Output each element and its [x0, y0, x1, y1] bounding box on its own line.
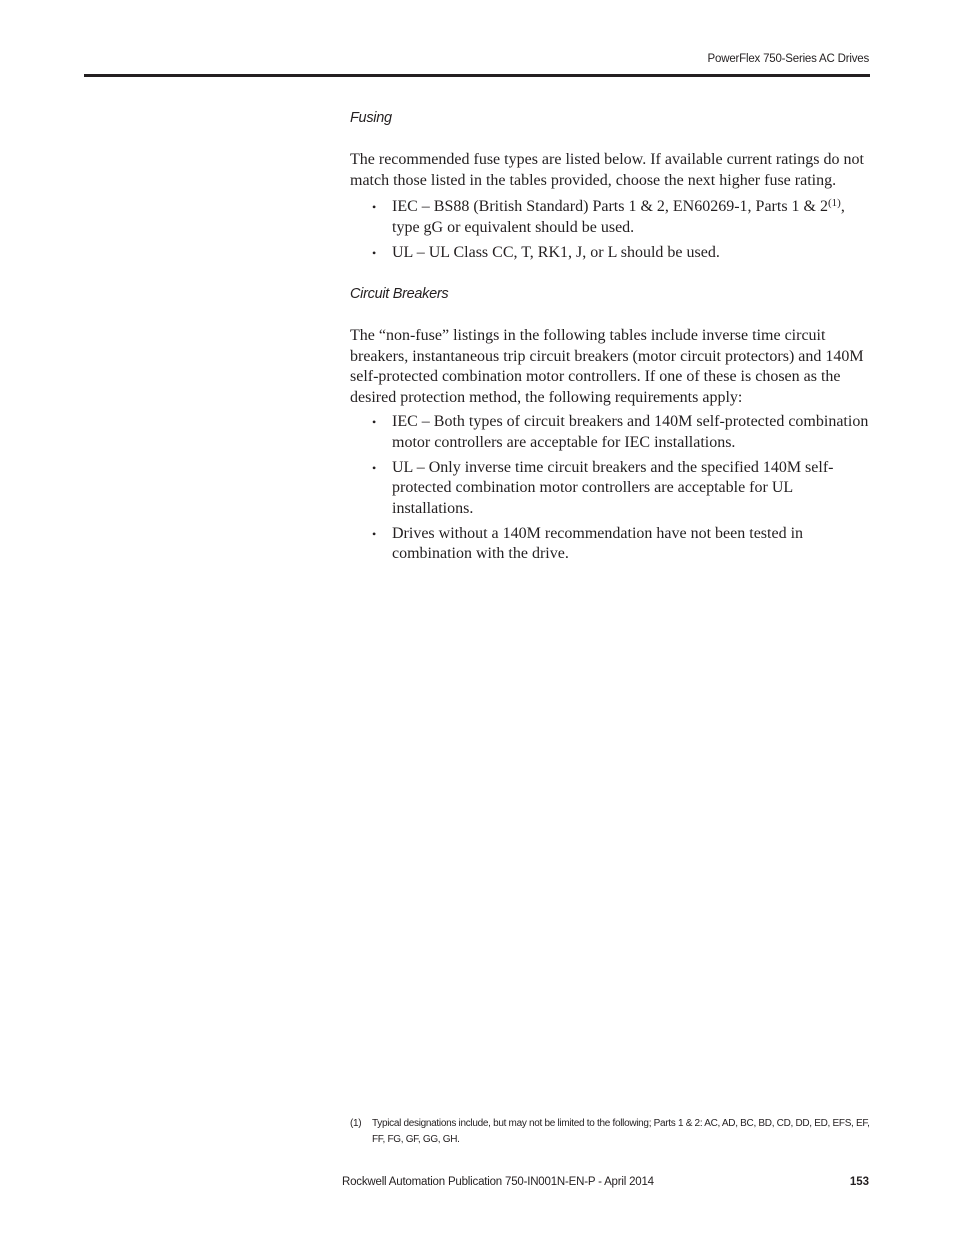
cb-bullet-140m: Drives without a 140M recommendation have not been tested in combination with the drive.	[392, 524, 804, 562]
fusing-bullet-iec-text: IEC – BS88 (British Standard) Parts 1 & 2, EN60269-1, Parts 1 & 2	[392, 198, 828, 215]
list-item	[350, 197, 875, 238]
circuit-breakers-section	[350, 284, 875, 565]
fusing-list	[350, 197, 875, 263]
fusing-paragraph: The recommended fuse types are listed below. If available current ratings do not match those listed in the tables provided, choose the next higher fuse rating.	[350, 151, 864, 189]
fusing-bullet-ul-text: UL – UL Class CC, T, RK1, J, or L should be used.	[392, 243, 720, 261]
circuit-breakers-heading: Circuit Breakers	[350, 286, 449, 302]
page-number: 153	[849, 1176, 869, 1188]
cb-bullet-ul: UL – Only inverse time circuit breakers and the specified 140M self-protected combination motor controllers are acceptable for UL installations.	[392, 458, 834, 517]
bullet-icon: •	[372, 415, 377, 429]
bullet-icon: •	[372, 526, 377, 541]
footer-publication: Rockwell Automation Publication 750-IN001N-EN-P - April 2014	[342, 1176, 654, 1188]
header-rule	[84, 74, 870, 77]
list-item	[350, 458, 875, 520]
bullet-icon: •	[372, 200, 377, 214]
circuit-breakers-paragraph: The “non-fuse” listings in the following tables include inverse time circuit breakers, instantaneous trip circuit breakers (motor circuit protectors) and 140M self-protected combination motor controllers. If one of these is chosen as the desired protection method, the following requirements apply:	[350, 327, 864, 406]
bullet-icon: •	[372, 460, 377, 475]
list-item	[350, 243, 875, 264]
footnote-marker: (1)	[350, 1118, 362, 1129]
list-item	[350, 524, 875, 565]
bullet-icon: •	[372, 245, 377, 260]
fusing-section	[350, 108, 875, 263]
fusing-bullet-iec-tail: , type gG or equivalent should be used.	[392, 198, 845, 236]
page-body	[350, 108, 875, 569]
footnote-reference[interactable]: (1)	[827, 197, 841, 209]
footnote	[350, 1116, 872, 1148]
running-header-title: PowerFlex 750-Series AC Drives	[707, 53, 869, 65]
circuit-breakers-list	[350, 412, 875, 565]
fusing-heading: Fusing	[350, 110, 392, 126]
footnote-text: Typical designations include, but may not be limited to the following; Parts 1 & 2: AC, AD, BC, BD, CD, DD, ED, EFS, EF, FF, FG, GF, GG, GH.	[372, 1118, 870, 1145]
list-item	[350, 412, 875, 453]
cb-bullet-iec: IEC – Both types of circuit breakers and 140M self-protected combination motor controllers are acceptable for IEC installations.	[392, 413, 869, 451]
